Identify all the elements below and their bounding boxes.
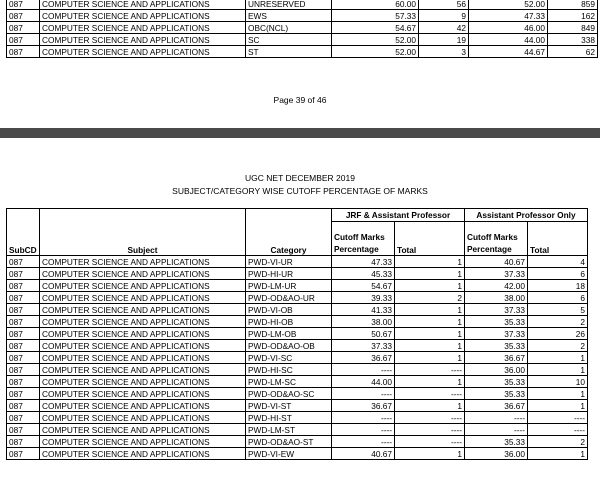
ap-total-cell: 338 xyxy=(548,34,598,46)
subject-cell: COMPUTER SCIENCE AND APPLICATIONS xyxy=(40,316,246,328)
ap-percentage-cell: 35.33 xyxy=(465,316,528,328)
category-cell: PWD-VI-EW xyxy=(246,448,332,460)
ap-percentage-cell: ---- xyxy=(465,412,528,424)
subcd-cell: 087 xyxy=(7,280,40,292)
jrf-cutoff-header xyxy=(332,222,395,256)
table-row xyxy=(7,424,588,436)
category-cell: EWS xyxy=(246,10,332,22)
ap-percentage-cell: 35.33 xyxy=(465,340,528,352)
subject-cell: COMPUTER SCIENCE AND APPLICATIONS xyxy=(40,22,246,34)
ap-total-cell: 1 xyxy=(528,364,588,376)
table-row xyxy=(7,376,588,388)
ap-percentage-cell: 37.33 xyxy=(465,268,528,280)
subject-cell: COMPUTER SCIENCE AND APPLICATIONS xyxy=(40,10,246,22)
jrf-total-cell: 19 xyxy=(419,34,469,46)
subject-cell: COMPUTER SCIENCE AND APPLICATIONS xyxy=(40,448,246,460)
ap-total-cell: 162 xyxy=(548,10,598,22)
jrf-total-cell: 1 xyxy=(395,352,465,364)
ap-total-header: Total xyxy=(528,222,588,256)
ap-percentage-cell: 37.33 xyxy=(465,328,528,340)
table-row xyxy=(7,304,588,316)
table-header xyxy=(7,209,588,256)
table-row xyxy=(7,352,588,364)
category-cell: PWD-HI-SC xyxy=(246,364,332,376)
subcd-cell: 087 xyxy=(7,328,40,340)
jrf-percentage-cell: ---- xyxy=(332,436,395,448)
jrf-percentage-cell: ---- xyxy=(332,364,395,376)
ap-total-cell: 26 xyxy=(528,328,588,340)
page-number: Page 39 of 46 xyxy=(273,95,327,105)
ap-percentage-cell: 36.67 xyxy=(465,352,528,364)
category-cell: PWD-LM-UR xyxy=(246,280,332,292)
ap-cutoff-header-line1: Cutoff Marks xyxy=(467,232,518,242)
category-cell: PWD-OD&AO-ST xyxy=(246,436,332,448)
ap-cutoff-header-line2: Percentage xyxy=(467,244,512,254)
jrf-percentage-cell: 39.33 xyxy=(332,292,395,304)
cutoff-table-continued xyxy=(6,0,598,58)
subcd-cell: 087 xyxy=(7,424,40,436)
jrf-total-cell: ---- xyxy=(395,364,465,376)
ap-percentage-cell: 36.00 xyxy=(465,364,528,376)
page-40 xyxy=(0,138,600,496)
document-title: UGC NET DECEMBER 2019 xyxy=(245,173,355,183)
jrf-total-cell: 1 xyxy=(395,376,465,388)
jrf-total-cell: ---- xyxy=(395,424,465,436)
jrf-percentage-cell: 50.67 xyxy=(332,328,395,340)
subcd-cell: 087 xyxy=(7,0,40,10)
jrf-percentage-cell: 52.00 xyxy=(332,46,419,58)
subcd-cell: 087 xyxy=(7,388,40,400)
subject-cell: COMPUTER SCIENCE AND APPLICATIONS xyxy=(40,340,246,352)
category-cell: OBC(NCL) xyxy=(246,22,332,34)
jrf-total-cell: 3 xyxy=(419,46,469,58)
ap-total-cell: 2 xyxy=(528,340,588,352)
ap-total-cell: 2 xyxy=(528,436,588,448)
ap-total-cell: 10 xyxy=(528,376,588,388)
category-cell: PWD-HI-UR xyxy=(246,268,332,280)
jrf-total-cell: 1 xyxy=(395,340,465,352)
table-row xyxy=(7,400,588,412)
jrf-percentage-cell: 47.33 xyxy=(332,256,395,268)
table-row xyxy=(7,412,588,424)
jrf-total-cell: 1 xyxy=(395,400,465,412)
jrf-percentage-cell: 36.67 xyxy=(332,352,395,364)
ap-percentage-cell: 52.00 xyxy=(469,0,548,10)
table-body xyxy=(7,256,588,460)
ap-total-cell: 1 xyxy=(528,400,588,412)
subcd-cell: 087 xyxy=(7,256,40,268)
jrf-total-cell: ---- xyxy=(395,388,465,400)
ap-percentage-cell: 46.00 xyxy=(469,22,548,34)
table-row xyxy=(7,292,588,304)
ap-total-cell: ---- xyxy=(528,412,588,424)
table-row xyxy=(7,340,588,352)
ap-total-cell: 859 xyxy=(548,0,598,10)
jrf-percentage-cell: ---- xyxy=(332,412,395,424)
jrf-percentage-cell: 40.67 xyxy=(332,448,395,460)
ap-cutoff-header xyxy=(465,222,528,256)
jrf-percentage-cell: 54.67 xyxy=(332,22,419,34)
subcd-cell: 087 xyxy=(7,448,40,460)
table-row xyxy=(7,34,598,46)
ap-total-cell: 6 xyxy=(528,292,588,304)
jrf-percentage-cell: 57.33 xyxy=(332,10,419,22)
ap-total-cell: 1 xyxy=(528,388,588,400)
category-cell: PWD-LM-OB xyxy=(246,328,332,340)
subcd-cell: 087 xyxy=(7,400,40,412)
ap-percentage-cell: 42.00 xyxy=(465,280,528,292)
ap-percentage-cell: 35.33 xyxy=(465,388,528,400)
ap-percentage-cell: 36.00 xyxy=(465,448,528,460)
ap-percentage-cell: 35.33 xyxy=(465,376,528,388)
jrf-percentage-cell: 37.33 xyxy=(332,340,395,352)
subcd-cell: 087 xyxy=(7,352,40,364)
jrf-total-cell: 1 xyxy=(395,448,465,460)
cutoff-table xyxy=(6,208,588,460)
category-cell: PWD-LM-SC xyxy=(246,376,332,388)
top-table-body xyxy=(7,0,598,58)
table-row xyxy=(7,46,598,58)
jrf-total-cell: 2 xyxy=(395,292,465,304)
category-cell: PWD-OD&AO-OB xyxy=(246,340,332,352)
ap-percentage-cell: 36.67 xyxy=(465,400,528,412)
ap-total-cell: 4 xyxy=(528,256,588,268)
page-39 xyxy=(0,0,600,128)
jrf-percentage-cell: 45.33 xyxy=(332,268,395,280)
ap-total-cell: 5 xyxy=(528,304,588,316)
table-row xyxy=(7,328,588,340)
table-row xyxy=(7,22,598,34)
page-separator xyxy=(0,128,600,138)
table-row xyxy=(7,436,588,448)
jrf-percentage-cell: 41.33 xyxy=(332,304,395,316)
subcd-cell: 087 xyxy=(7,340,40,352)
jrf-group-header: JRF & Assistant Professor xyxy=(332,209,465,222)
jrf-total-cell: 1 xyxy=(395,280,465,292)
subcd-cell: 087 xyxy=(7,316,40,328)
jrf-total-cell: ---- xyxy=(395,412,465,424)
table-row xyxy=(7,256,588,268)
subcd-cell: 087 xyxy=(7,268,40,280)
subcd-cell: 087 xyxy=(7,292,40,304)
subject-cell: COMPUTER SCIENCE AND APPLICATIONS xyxy=(40,436,246,448)
subcd-cell: 087 xyxy=(7,364,40,376)
subject-cell: COMPUTER SCIENCE AND APPLICATIONS xyxy=(40,256,246,268)
category-cell: PWD-OD&AO-SC xyxy=(246,388,332,400)
ap-total-cell: 18 xyxy=(528,280,588,292)
ap-total-cell: 1 xyxy=(528,352,588,364)
ap-percentage-cell: ---- xyxy=(465,424,528,436)
ap-percentage-cell: 37.33 xyxy=(465,304,528,316)
jrf-percentage-cell: ---- xyxy=(332,424,395,436)
subject-cell: COMPUTER SCIENCE AND APPLICATIONS xyxy=(40,388,246,400)
table-row xyxy=(7,268,588,280)
ap-total-cell: 6 xyxy=(528,268,588,280)
jrf-total-cell: 1 xyxy=(395,304,465,316)
category-cell: SC xyxy=(246,34,332,46)
table-row xyxy=(7,448,588,460)
table-row xyxy=(7,388,588,400)
subject-cell: COMPUTER SCIENCE AND APPLICATIONS xyxy=(40,268,246,280)
ap-percentage-cell: 38.00 xyxy=(465,292,528,304)
subject-cell: COMPUTER SCIENCE AND APPLICATIONS xyxy=(40,34,246,46)
category-cell: PWD-VI-ST xyxy=(246,400,332,412)
jrf-total-cell: 1 xyxy=(395,268,465,280)
category-cell: PWD-OD&AO-UR xyxy=(246,292,332,304)
jrf-percentage-cell: 38.00 xyxy=(332,316,395,328)
jrf-percentage-cell: ---- xyxy=(332,388,395,400)
subject-cell: COMPUTER SCIENCE AND APPLICATIONS xyxy=(40,412,246,424)
subject-cell: COMPUTER SCIENCE AND APPLICATIONS xyxy=(40,304,246,316)
table-row xyxy=(7,280,588,292)
subject-cell: COMPUTER SCIENCE AND APPLICATIONS xyxy=(40,280,246,292)
ap-total-cell: 2 xyxy=(528,316,588,328)
category-header: Category xyxy=(246,209,332,256)
subject-cell: COMPUTER SCIENCE AND APPLICATIONS xyxy=(40,376,246,388)
category-cell: PWD-LM-ST xyxy=(246,424,332,436)
ap-percentage-cell: 44.00 xyxy=(469,34,548,46)
document-subtitle: SUBJECT/CATEGORY WISE CUTOFF PERCENTAGE OF MARKS xyxy=(172,186,428,196)
subject-cell: COMPUTER SCIENCE AND APPLICATIONS xyxy=(40,328,246,340)
ap-percentage-cell: 35.33 xyxy=(465,436,528,448)
subcd-cell: 087 xyxy=(7,412,40,424)
ap-total-cell: ---- xyxy=(528,424,588,436)
subject-cell: COMPUTER SCIENCE AND APPLICATIONS xyxy=(40,364,246,376)
subject-cell: COMPUTER SCIENCE AND APPLICATIONS xyxy=(40,424,246,436)
jrf-percentage-cell: 54.67 xyxy=(332,280,395,292)
subject-cell: COMPUTER SCIENCE AND APPLICATIONS xyxy=(40,46,246,58)
subcd-cell: 087 xyxy=(7,304,40,316)
ap-group-header: Assistant Professor Only xyxy=(465,209,588,222)
subcd-header: SubCD xyxy=(7,209,40,256)
jrf-cutoff-header-line2: Percentage xyxy=(334,244,379,254)
ap-percentage-cell: 40.67 xyxy=(465,256,528,268)
jrf-percentage-cell: 44.00 xyxy=(332,376,395,388)
subcd-cell: 087 xyxy=(7,10,40,22)
category-cell: PWD-HI-ST xyxy=(246,412,332,424)
ap-percentage-cell: 44.67 xyxy=(469,46,548,58)
category-cell: UNRESERVED xyxy=(246,0,332,10)
subject-cell: COMPUTER SCIENCE AND APPLICATIONS xyxy=(40,352,246,364)
jrf-total-header: Total xyxy=(395,222,465,256)
jrf-total-cell: ---- xyxy=(395,436,465,448)
subcd-cell: 087 xyxy=(7,376,40,388)
ap-total-cell: 62 xyxy=(548,46,598,58)
ap-total-cell: 849 xyxy=(548,22,598,34)
category-cell: PWD-VI-UR xyxy=(246,256,332,268)
table-row xyxy=(7,10,598,22)
jrf-total-cell: 42 xyxy=(419,22,469,34)
subcd-cell: 087 xyxy=(7,436,40,448)
table-row xyxy=(7,364,588,376)
subject-cell: COMPUTER SCIENCE AND APPLICATIONS xyxy=(40,0,246,10)
jrf-total-cell: 1 xyxy=(395,316,465,328)
category-cell: PWD-VI-SC xyxy=(246,352,332,364)
ap-percentage-cell: 47.33 xyxy=(469,10,548,22)
jrf-total-cell: 1 xyxy=(395,256,465,268)
jrf-cutoff-header-line1: Cutoff Marks xyxy=(334,232,385,242)
subject-header: Subject xyxy=(40,209,246,256)
subject-cell: COMPUTER SCIENCE AND APPLICATIONS xyxy=(40,292,246,304)
subcd-cell: 087 xyxy=(7,22,40,34)
jrf-total-cell: 56 xyxy=(419,0,469,10)
table-row xyxy=(7,0,598,10)
subcd-cell: 087 xyxy=(7,46,40,58)
subject-cell: COMPUTER SCIENCE AND APPLICATIONS xyxy=(40,400,246,412)
ap-total-cell: 1 xyxy=(528,448,588,460)
subcd-cell: 087 xyxy=(7,34,40,46)
category-cell: ST xyxy=(246,46,332,58)
jrf-total-cell: 9 xyxy=(419,10,469,22)
jrf-percentage-cell: 36.67 xyxy=(332,400,395,412)
jrf-total-cell: 1 xyxy=(395,328,465,340)
category-cell: PWD-VI-OB xyxy=(246,304,332,316)
jrf-percentage-cell: 52.00 xyxy=(332,34,419,46)
jrf-percentage-cell: 60.00 xyxy=(332,0,419,10)
category-cell: PWD-HI-OB xyxy=(246,316,332,328)
table-row xyxy=(7,316,588,328)
